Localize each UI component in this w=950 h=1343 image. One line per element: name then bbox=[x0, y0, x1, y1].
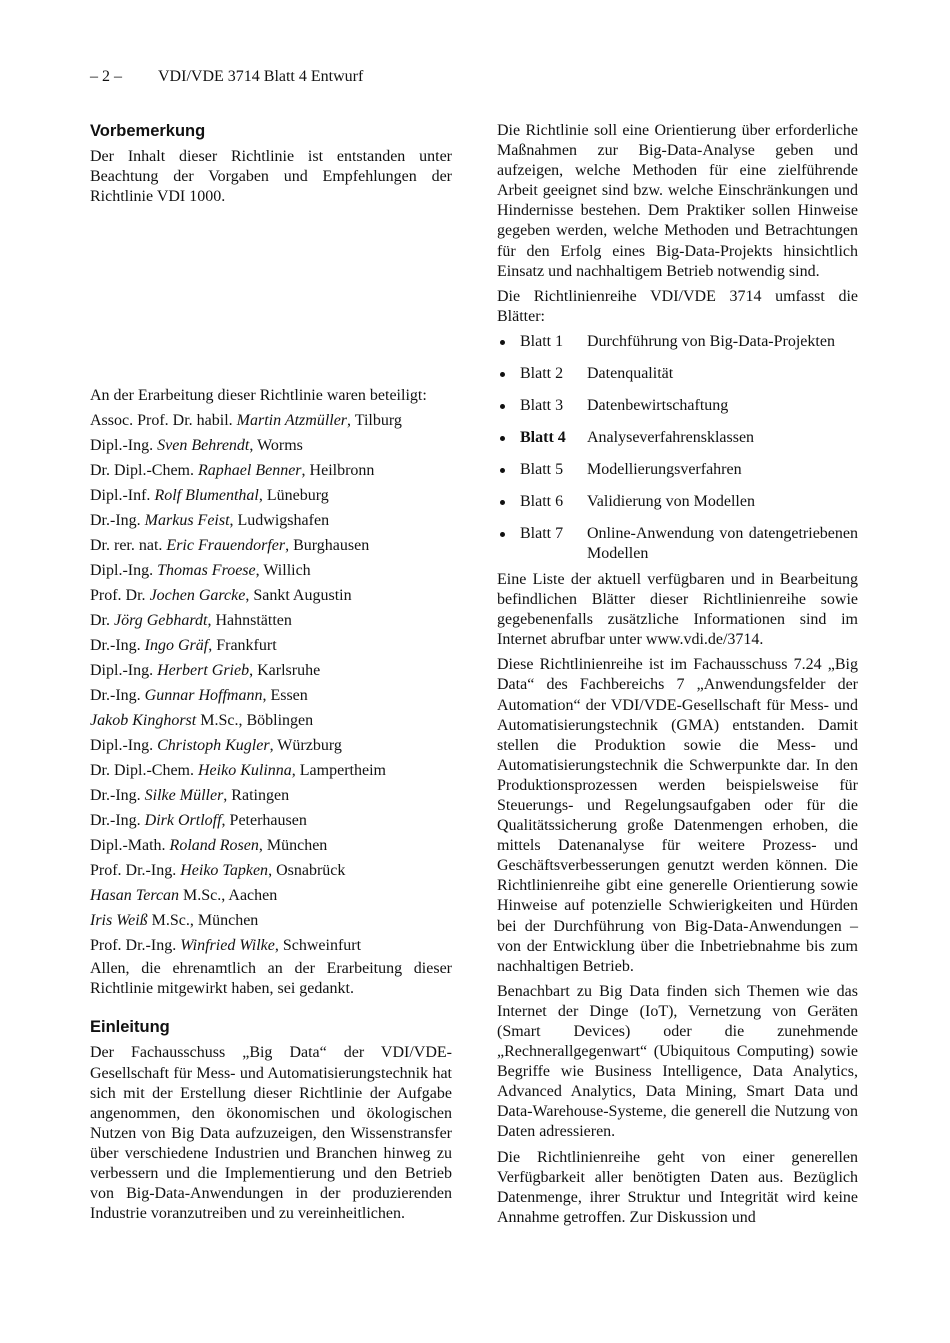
contributor-entry bbox=[90, 783, 452, 808]
blatt-number: Blatt 5 bbox=[520, 460, 564, 478]
data-availability-paragraph: Die Richtlinienreihe geht von einer generellen Verfügbarkeit aller benötigten Daten aus. Bezüglich Datenmenge, ihrer Struktur und Integrität wird keine Annahme getroffen. Zur Diskussion und bbox=[497, 1148, 858, 1226]
contributor-entry bbox=[90, 908, 452, 933]
contributor-title: Dr.-Ing. bbox=[90, 687, 145, 705]
contributor-location: , Hahnstätten bbox=[207, 612, 292, 630]
contributor-location: , Schweinfurt bbox=[274, 937, 362, 955]
blatt-number: Blatt 2 bbox=[520, 364, 564, 382]
page-header bbox=[90, 67, 363, 87]
contributor-name: Sven Behrendt bbox=[157, 437, 250, 455]
blatt-item bbox=[497, 460, 858, 486]
contributor-name: Jörg Gebhardt bbox=[114, 612, 208, 630]
contributor-location: , Ratingen bbox=[223, 787, 290, 805]
contributor-location: , Sankt Augustin bbox=[245, 587, 352, 605]
contributor-name: Markus Feist bbox=[144, 512, 230, 530]
contributor-title: Dr.-Ing. bbox=[90, 512, 145, 530]
contributor-location: , Osnabrück bbox=[268, 862, 346, 880]
contributors-list bbox=[90, 408, 452, 958]
contributor-location: , Worms bbox=[249, 437, 303, 455]
blatt-title: Analyseverfahrensklassen bbox=[587, 428, 755, 446]
intro-paragraph: Die Richtlinie soll eine Orientierung über erforderliche Maßnahmen zur Big-Data-Analyse geben und aufzeigen, welche Methoden für eine zielführende Arbeit geeignet sind bzw. welche Einschränkungen und Hindernisse bestehen. Dem Praktiker sollen Hinweise gegeben werden, welche Methoden und Betrachtungen für den Erfolg eines Big-Data-Projekts hinsichtlich Einsatz und nachhaltigem Betrieb notwendig sind. bbox=[497, 122, 858, 280]
contributor-title: Dr. Dipl.-Chem. bbox=[90, 462, 198, 480]
contributor-entry bbox=[90, 558, 452, 583]
contributor-location: , München bbox=[258, 837, 328, 855]
blatt-title: Validierung von Modellen bbox=[587, 492, 755, 510]
contributor-entry bbox=[90, 583, 452, 608]
contributor-location: , Lüneburg bbox=[258, 487, 329, 505]
contributor-entry bbox=[90, 758, 452, 783]
contributor-location: M.Sc., Böblingen bbox=[196, 712, 314, 730]
contributor-name: Roland Rosen bbox=[169, 837, 259, 855]
contributor-entry bbox=[90, 858, 452, 883]
contributor-title: Dipl.-Ing. bbox=[90, 562, 158, 580]
blatt-title: Modellierungsverfahren bbox=[587, 460, 742, 478]
related-topics-paragraph: Benachbart zu Big Data finden sich Themen wie das Internet der Dinge (IoT), Vernetzung von Geräten (Smart Devices) oder die zunehmende „Rechnerallgegenwart“ (Ubiquitous Computing) sowie Begriffe wie Business Intelligence, Data Analytics, Advanced Analytics, Data Mining, Smart Data und Data-Warehouse-Systeme, die generell die Nutzung von Daten adressieren. bbox=[497, 982, 858, 1141]
contributor-name: Eric Frauendorfer bbox=[166, 537, 286, 555]
blank-space bbox=[90, 207, 452, 383]
contributor-title: Dr. bbox=[90, 612, 114, 630]
einleitung-text: Der Fachausschuss „Big Data“ der VDI/VDE-Gesellschaft für Mess- und Automatisierungstechnik hat sich mit der Erstellung dieser Richtlinie der Aufgabe angenommen, den ökonomischen und ökologischen Nutzen von Big Data aufzuzeigen, den Wissenstransfer über verschiedene Industrien und Branchen hinweg zu verbessern und die Implementierung und den Betrieb von Big-Data-Anwendungen in der produzierenden Industrie voranzutreiben und zu vereinheitlichen. bbox=[90, 1044, 452, 1223]
blatt-title: Durchführung von Big-Data-Projekten bbox=[587, 332, 835, 350]
document-id: VDI/VDE 3714 Blatt 4 Entwurf bbox=[158, 68, 364, 85]
contributor-location: , Lampertheim bbox=[291, 762, 386, 780]
contributor-location: M.Sc., Aachen bbox=[179, 887, 278, 905]
contributor-entry bbox=[90, 808, 452, 833]
blatt-number: Blatt 7 bbox=[520, 524, 564, 542]
contributor-title: Dipl.-Ing. bbox=[90, 737, 158, 755]
contributor-name: Gunnar Hoffmann bbox=[144, 687, 263, 705]
contributor-name: Heiko Kulinna bbox=[198, 762, 292, 780]
contributor-entry bbox=[90, 533, 452, 558]
contributor-entry bbox=[90, 433, 452, 458]
blatt-number: Blatt 4 bbox=[520, 428, 566, 446]
blatt-title: Online-Anwendung von datengetriebenen Modellen bbox=[587, 524, 858, 562]
contributor-name: Rolf Blumenthal bbox=[154, 487, 259, 505]
contributor-location: , Willich bbox=[255, 562, 311, 580]
contributor-title: Dipl.-Ing. bbox=[90, 662, 158, 680]
contributor-name: Winfried Wilke bbox=[180, 937, 275, 955]
contributor-title: Prof. Dr.-Ing. bbox=[90, 862, 181, 880]
contributor-name: Hasan Tercan bbox=[90, 887, 180, 905]
contributor-location: M.Sc., München bbox=[147, 912, 259, 930]
contributor-entry bbox=[90, 933, 452, 958]
blatt-item bbox=[497, 364, 858, 390]
heading-vorbemerkung: Vorbemerkung bbox=[90, 122, 206, 140]
contributor-title: Dr.-Ing. bbox=[90, 812, 145, 830]
contributor-title: Prof. Dr. bbox=[90, 587, 150, 605]
contributor-name: Silke Müller bbox=[144, 787, 224, 805]
contributor-location: , Burghausen bbox=[285, 537, 370, 555]
contributor-name: Ingo Gräf bbox=[144, 637, 209, 655]
contributor-name: Jakob Kinghorst bbox=[90, 712, 197, 730]
contributor-entry bbox=[90, 483, 452, 508]
contributor-name: Thomas Froese bbox=[157, 562, 256, 580]
contributor-entry bbox=[90, 708, 452, 733]
left-column bbox=[90, 121, 452, 1224]
thanks-text: Allen, die ehrenamtlich an der Erarbeitung dieser Richtlinie mitgewirkt haben, sei gedankt. bbox=[90, 960, 452, 998]
blatt-title: Datenbewirtschaftung bbox=[587, 396, 729, 414]
blatt-title: Datenqualität bbox=[587, 364, 674, 382]
contributors-intro: An der Erarbeitung dieser Richtlinie waren beteiligt: bbox=[90, 387, 427, 405]
contributor-entry bbox=[90, 508, 452, 533]
contributor-name: Iris Weiß bbox=[90, 912, 148, 930]
contributor-location: , Karlsruhe bbox=[249, 662, 321, 680]
contributor-name: Herbert Grieb bbox=[157, 662, 250, 680]
blatt-number: Blatt 6 bbox=[520, 492, 564, 510]
contributor-title: Dr.-Ing. bbox=[90, 637, 145, 655]
contributor-title: Assoc. Prof. Dr. habil. bbox=[90, 412, 237, 430]
right-column bbox=[497, 121, 858, 1228]
contributor-entry bbox=[90, 833, 452, 858]
contributor-name: Christoph Kugler bbox=[157, 737, 270, 755]
contributor-name: Heiko Tapken bbox=[180, 862, 269, 880]
contributor-entry bbox=[90, 683, 452, 708]
contributor-title: Dr.-Ing. bbox=[90, 787, 145, 805]
contributor-location: , Heilbronn bbox=[301, 462, 375, 480]
contributor-location: , Tilburg bbox=[347, 412, 402, 430]
blatt-item bbox=[497, 524, 858, 564]
contributor-location: , Würzburg bbox=[269, 737, 342, 755]
contributor-name: Dirk Ortloff bbox=[144, 812, 222, 830]
blatt-item bbox=[497, 492, 858, 518]
contributor-entry bbox=[90, 458, 452, 483]
committee-paragraph: Diese Richtlinienreihe ist im Fachausschuss 7.24 „Big Data“ des Fachbereichs 7 „Anwendungsfelder der Automation“ der VDI/VDE-Gesellschaft für Mess- und Automatisierungstechnik (GMA) entstanden. Damit stellen die Produktion sowie die Mess- und Automatisierungstechnik die Schwerpunkte dar. In den Produktionsprozessen werden beispielsweise für Steuerungs- und Regelungsaufgaben oder für die Qualitätssicherung große Datenmengen erhoben, die mittels Datenanalyse für weitere Prozess- und Geschäftsverbesserungen genutzt werden können. Die Richtlinienreihe gibt eine generelle Orientierung sowie Hinweise auf potenzielle Schwierigkeiten und Hürden bei der Durchführung von Big-Data-Anwendungen – von der Entwicklung über die Inbetriebnahme bis zum nachhaltigen Betrieb. bbox=[497, 656, 858, 975]
contributor-entry bbox=[90, 658, 452, 683]
contributor-location: , Peterhausen bbox=[221, 812, 307, 830]
contributor-name: Jochen Garcke bbox=[149, 587, 246, 605]
contributor-title: Dr. rer. nat. bbox=[90, 537, 167, 555]
blatt-item bbox=[497, 396, 858, 422]
contributor-name: Martin Atzmüller bbox=[236, 412, 348, 430]
contributor-entry bbox=[90, 408, 452, 433]
contributor-title: Prof. Dr.-Ing. bbox=[90, 937, 181, 955]
blatt-item bbox=[497, 428, 858, 454]
list-info-paragraph: Eine Liste der aktuell verfügbaren und in Bearbeitung befindlichen Blätter dieser Richtlinienreihe sowie gegebenenfalls zusätzliche Informationen sind im Internet abrufbar unter www.vdi.de/3714. bbox=[497, 570, 858, 649]
contributor-title: Dipl.-Inf. bbox=[90, 487, 155, 505]
blatt-number: Blatt 1 bbox=[520, 332, 564, 350]
contributor-entry bbox=[90, 733, 452, 758]
heading-einleitung: Einleitung bbox=[90, 1018, 170, 1037]
contributor-title: Dr. Dipl.-Chem. bbox=[90, 762, 198, 780]
contributor-entry bbox=[90, 608, 452, 633]
page-number: – 2 – bbox=[90, 68, 122, 85]
contributor-entry bbox=[90, 633, 452, 658]
vorbemerkung-text: Der Inhalt dieser Richtlinie ist entstanden unter Beachtung der Vorgaben und Empfehlungen der Richtlinie VDI 1000. bbox=[90, 148, 452, 206]
contributor-title: Dipl.-Ing. bbox=[90, 437, 158, 455]
contributor-entry bbox=[90, 883, 452, 908]
contributor-title: Dipl.-Math. bbox=[90, 837, 170, 855]
contributor-location: , Ludwigshafen bbox=[229, 512, 330, 530]
series-paragraph: Die Richtlinienreihe VDI/VDE 3714 umfasst die Blätter: bbox=[497, 287, 858, 325]
contributor-location: , Essen bbox=[262, 687, 308, 705]
blatt-item bbox=[497, 332, 858, 358]
blatt-list bbox=[497, 332, 858, 564]
contributor-location: , Frankfurt bbox=[208, 637, 277, 655]
blatt-number: Blatt 3 bbox=[520, 396, 564, 414]
contributor-name: Raphael Benner bbox=[198, 462, 302, 480]
